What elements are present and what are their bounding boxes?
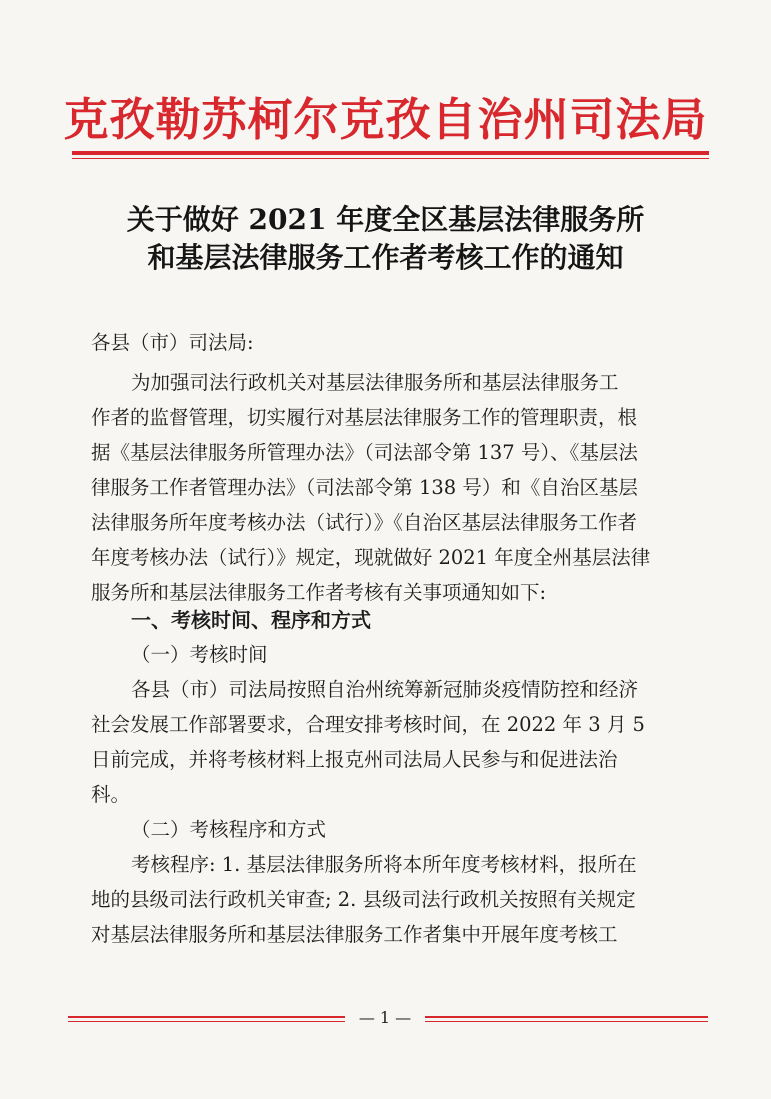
paragraph-1-line: 为加强司法行政机关对基层法律服务所和基层法律服务工 [131, 371, 619, 394]
document-title-line-2: 和基层法律服务工作者考核工作的通知 [147, 241, 624, 274]
subsection-1-heading: （一）考核时间 [131, 643, 268, 666]
paragraph-3-line: 考核程序: 1. 基层法律服务所将本所年度考核材料，报所在 [131, 853, 637, 876]
paragraph-2-line: 各县（市）司法局按照自治州统筹新冠肺炎疫情防控和经济 [131, 678, 639, 701]
paragraph-1-line: 据《基层法律服务所管理办法》（司法部令第 137 号）、《基层法 [91, 441, 638, 464]
subsection-2-heading: （二）考核程序和方式 [131, 818, 327, 841]
paragraph-2-line: 日前完成，并将考核材料上报克州司法局人民参与和促进法治 [91, 748, 618, 771]
salutation: 各县（市）司法局: [91, 331, 254, 354]
issuing-organization-header: 克孜勒苏柯尔克孜自治州司法局 [63, 93, 708, 146]
section-1-heading: 一、考核时间、程序和方式 [131, 608, 371, 632]
header-red-rule-thin [72, 158, 709, 159]
paragraph-1-line: 作者的监督管理，切实履行对基层法律服务工作的管理职责，根 [91, 406, 638, 429]
paragraph-1-line: 年度考核办法（试行）》规定，现就做好 2021 年度全州基层法律 [91, 546, 651, 569]
paragraph-2-line: 科。 [91, 783, 131, 806]
document-title-line-1: 关于做好 2021 年度全区基层法律服务所 [126, 203, 645, 236]
paragraph-2-line: 社会发展工作部署要求，合理安排考核时间，在 2022 年 3 月 5 [91, 713, 645, 736]
paragraph-1-line: 服务所和基层法律服务工作者考核有关事项通知如下: [91, 581, 547, 604]
paragraph-3-line: 对基层法律服务所和基层法律服务工作者集中开展年度考核工 [91, 923, 618, 946]
paragraph-3-line: 地的县级司法行政机关审查; 2. 县级司法行政机关按照有关规定 [91, 888, 636, 911]
paragraph-1-line: 法律服务所年度考核办法（试行）》《自治区基层法律服务工作者 [91, 511, 638, 534]
header-red-rule-thick [72, 151, 709, 155]
page-number: — 1 — [345, 1008, 425, 1028]
paragraph-1-line: 律服务工作者管理办法》（司法部令第 138 号）和《自治区基层 [91, 476, 638, 499]
